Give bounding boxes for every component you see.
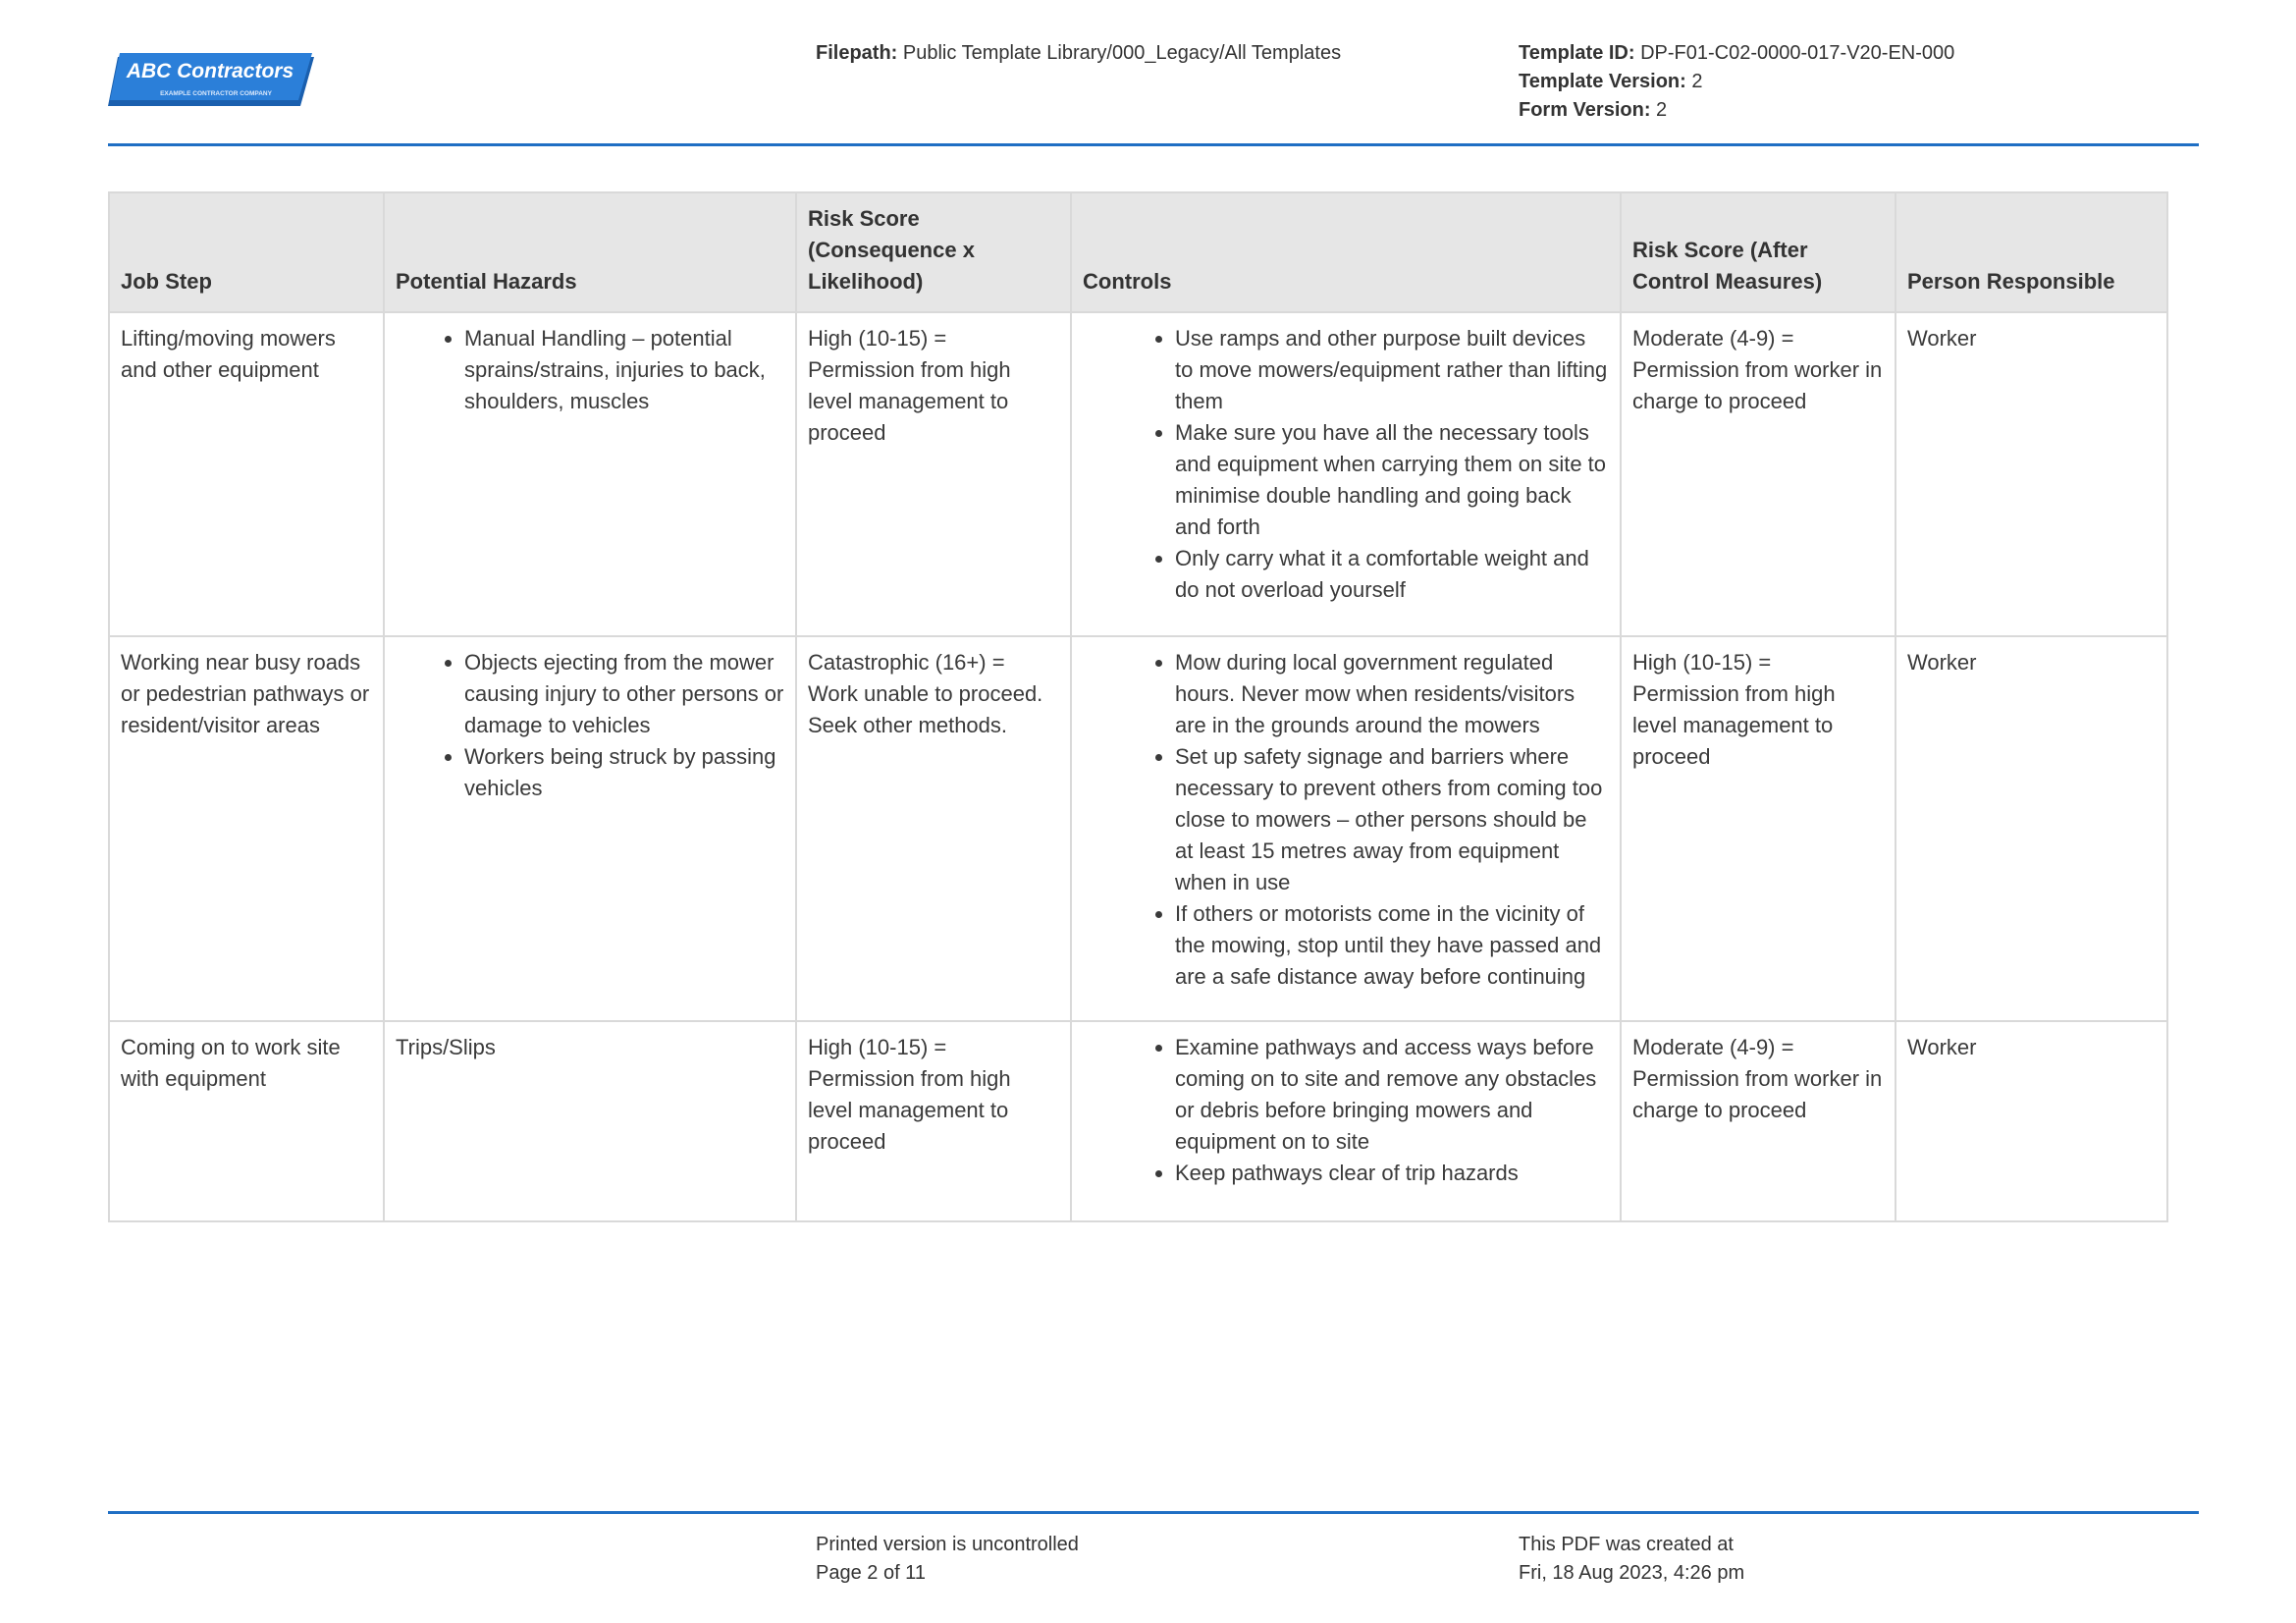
hazards-cell: Trips/Slips bbox=[384, 1021, 796, 1221]
company-logo bbox=[108, 53, 314, 110]
footer-center bbox=[816, 1531, 1079, 1588]
page-header bbox=[108, 39, 2199, 146]
job-step-cell: Coming on to work site with equipment bbox=[109, 1021, 384, 1221]
controls-list bbox=[1083, 1032, 1609, 1189]
control-item: • Mow during local government regulated hours. Never mow when residents/visitors are in the grounds around the mowers bbox=[1175, 647, 1609, 741]
person-responsible-cell: Worker bbox=[1896, 636, 2167, 1021]
controls-list bbox=[1083, 323, 1609, 606]
control-item: • Examine pathways and access ways before coming on to site and remove any obstacles or debris before bringing mowers and equipment on to site bbox=[1175, 1032, 1609, 1158]
control-item: • Make sure you have all the necessary tools and equipment when carrying them on site to minimise double handling and going back and forth bbox=[1175, 417, 1609, 543]
footer-right bbox=[1519, 1531, 1744, 1588]
person-responsible-cell: Worker bbox=[1896, 1021, 2167, 1221]
template-id-label: Template ID: bbox=[1519, 42, 1635, 64]
column-header-person-responsible: Person Responsible bbox=[1896, 192, 2167, 312]
template-version-line bbox=[1519, 68, 1954, 96]
filepath-value: Public Template Library/000_Legacy/All Templates bbox=[897, 42, 1342, 64]
hazards-list bbox=[396, 323, 784, 417]
hazards-list bbox=[396, 647, 784, 804]
uncontrolled-notice: Printed version is uncontrolled bbox=[816, 1534, 1079, 1555]
table-header-row bbox=[109, 192, 2167, 312]
control-item: • Use ramps and other purpose built devices to move mowers/equipment rather than lifting them bbox=[1175, 323, 1609, 417]
job-step-cell: Working near busy roads or pedestrian pathways or resident/visitor areas bbox=[109, 636, 384, 1021]
table-row bbox=[109, 1021, 2167, 1221]
filepath-label: Filepath: bbox=[816, 42, 898, 64]
hazard-item: • Objects ejecting from the mower causing injury to other persons or damage to vehicles bbox=[464, 647, 784, 741]
risk-after-cell: High (10-15) = Permission from high level management to proceed bbox=[1621, 636, 1896, 1021]
template-id-line bbox=[1519, 39, 1954, 68]
control-item: • If others or motorists come in the vicinity of the mowing, stop until they have passed and are a safe distance away before continuing bbox=[1175, 898, 1609, 993]
risk-score-cell: High (10-15) = Permission from high level management to proceed bbox=[796, 312, 1071, 636]
risk-score-cell: Catastrophic (16+) = Work unable to proceed. Seek other methods. bbox=[796, 636, 1071, 1021]
controls-cell bbox=[1071, 312, 1621, 636]
template-info bbox=[1519, 39, 1954, 125]
page-footer bbox=[108, 1511, 2199, 1584]
form-version-label: Form Version: bbox=[1519, 99, 1651, 121]
controls-cell bbox=[1071, 636, 1621, 1021]
hazards-cell bbox=[384, 636, 796, 1021]
form-version-value: 2 bbox=[1650, 99, 1668, 121]
logo-title: ABC Contractors bbox=[126, 60, 294, 82]
hazards-cell bbox=[384, 312, 796, 636]
table-row bbox=[109, 636, 2167, 1021]
table-row bbox=[109, 312, 2167, 636]
control-item: • Keep pathways clear of trip hazards bbox=[1175, 1158, 1609, 1189]
form-version-line bbox=[1519, 96, 1954, 125]
control-item: • Set up safety signage and barriers where necessary to prevent others from coming too close to mowers – other persons should be at least 15 metres away from equipment when in use bbox=[1175, 741, 1609, 898]
column-header-potential-hazards: Potential Hazards bbox=[384, 192, 796, 312]
hazard-item: • Manual Handling – potential sprains/strains, injuries to back, shoulders, muscles bbox=[464, 323, 784, 417]
control-item: • Only carry what it a comfortable weight and do not overload yourself bbox=[1175, 543, 1609, 606]
column-header-controls: Controls bbox=[1071, 192, 1621, 312]
column-header-job-step: Job Step bbox=[109, 192, 384, 312]
filepath-block bbox=[816, 39, 1341, 68]
risk-after-cell: Moderate (4-9) = Permission from worker in charge to proceed bbox=[1621, 312, 1896, 636]
column-header-risk-after: Risk Score (After Control Measures) bbox=[1621, 192, 1896, 312]
person-responsible-cell: Worker bbox=[1896, 312, 2167, 636]
created-date: Fri, 18 Aug 2023, 4:26 pm bbox=[1519, 1562, 1745, 1584]
page-number: Page 2 of 11 bbox=[816, 1562, 926, 1584]
risk-after-cell: Moderate (4-9) = Permission from worker in charge to proceed bbox=[1621, 1021, 1896, 1221]
controls-cell bbox=[1071, 1021, 1621, 1221]
hazard-item: • Workers being struck by passing vehicles bbox=[464, 741, 784, 804]
controls-list bbox=[1083, 647, 1609, 993]
job-step-cell: Lifting/moving mowers and other equipment bbox=[109, 312, 384, 636]
column-header-risk-score: Risk Score (Consequence x Likelihood) bbox=[796, 192, 1071, 312]
template-id-value: DP-F01-C02-0000-017-V20-EN-000 bbox=[1634, 42, 1955, 64]
risk-assessment-table bbox=[108, 191, 2168, 1222]
logo-subtitle: EXAMPLE CONTRACTOR COMPANY bbox=[160, 90, 272, 97]
created-label: This PDF was created at bbox=[1519, 1534, 1734, 1555]
risk-score-cell: High (10-15) = Permission from high level management to proceed bbox=[796, 1021, 1071, 1221]
template-version-label: Template Version: bbox=[1519, 71, 1686, 92]
template-version-value: 2 bbox=[1685, 71, 1703, 92]
